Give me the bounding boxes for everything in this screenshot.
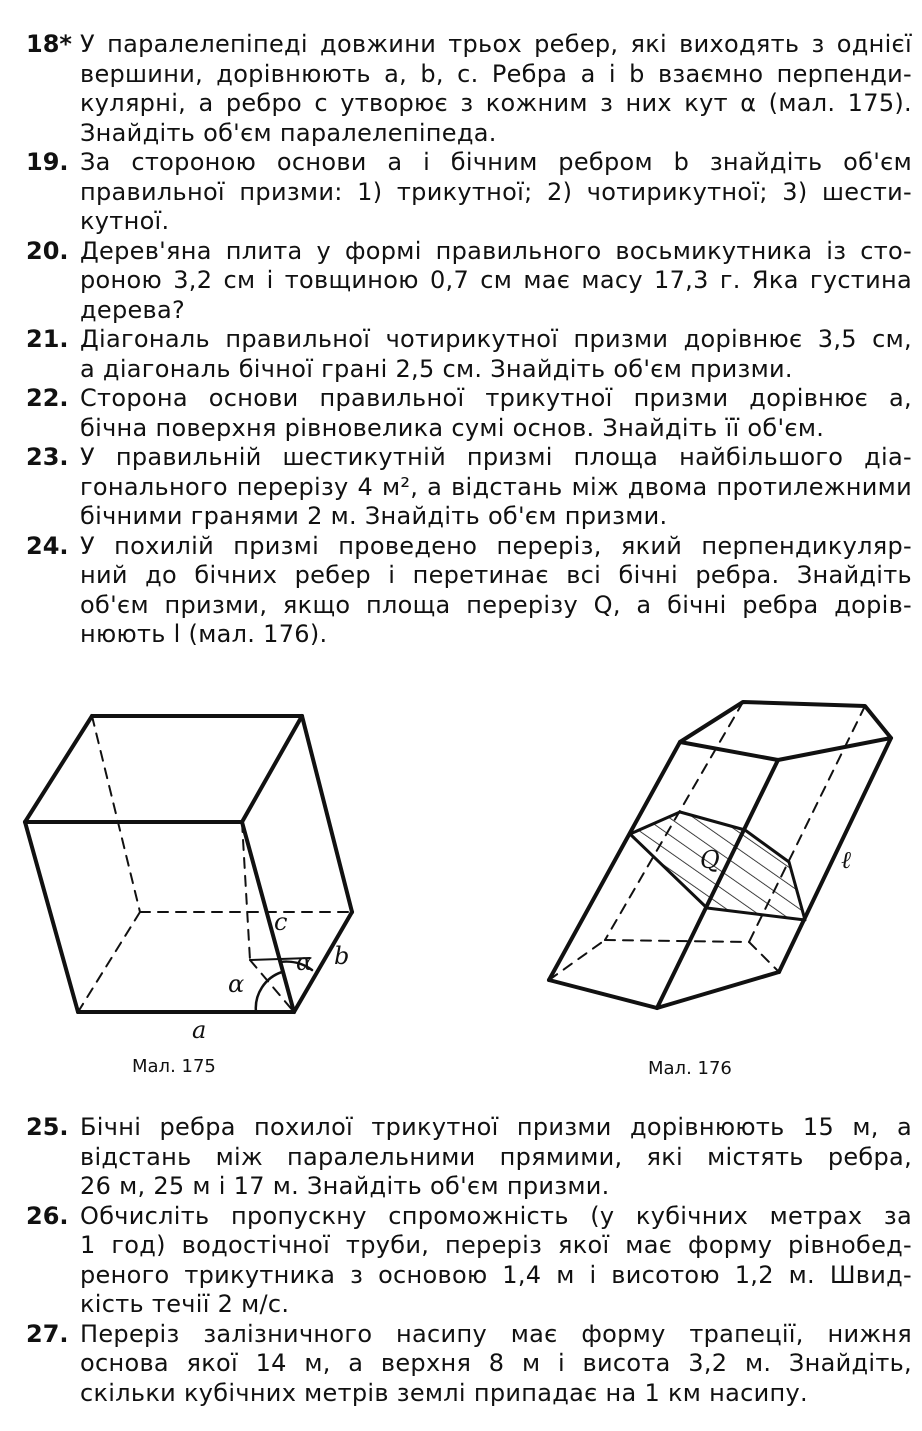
problem-text-line: вершини, дорівнюють a, b, c. Ребра a і b взаємно перпенди- [80, 59, 912, 88]
problem-number: 27. [26, 1319, 69, 1348]
problem-text-line: Знайдіть об'єм паралелепіпеда. [80, 118, 497, 147]
problem-22 [26, 384, 912, 443]
label-alpha-2: α [296, 948, 313, 976]
problem-text-line: відстань між паралельними прямими, які містять ребра, [80, 1142, 912, 1171]
problem-text-line: Переріз залізничного насипу має форму трапеції, нижня [80, 1319, 912, 1348]
caption-figure-175: Мал. 175 [132, 1056, 216, 1077]
problem-24 [26, 532, 912, 650]
bottom-edge-front-right [657, 972, 779, 1008]
hidden-edge-back-left [92, 716, 140, 912]
hidden-edge-bottom-left [78, 912, 140, 1012]
figure-175 [20, 700, 365, 1045]
problem-text-line: бічна поверхня рівновелика сумі основ. Знайдіть її об'єм. [80, 413, 825, 442]
problem-text-line: У правильній шестикутній призмі площа найбільшого діа- [80, 443, 912, 471]
problem-text-line: бічними гранями 2 м. Знайдіть об'єм призми. [80, 502, 668, 530]
edge-left-front [25, 822, 78, 1012]
label-l: ℓ [841, 846, 851, 874]
problem-number: 21. [26, 325, 69, 353]
problem-text-line: Діагональ правильної чотирикутної призми дорівнює 3,5 см, [80, 325, 912, 353]
figure-176 [535, 690, 900, 1020]
problem-number: 20. [26, 236, 69, 265]
hidden-bottom-edge-3 [749, 942, 779, 972]
label-q: Q [700, 846, 720, 874]
problem-text-line: основа якої 14 м, а верхня 8 м і висота 3,2 м. Знайдіть, [80, 1349, 912, 1377]
problem-text-line: кутної. [80, 207, 170, 235]
problem-23 [26, 443, 912, 532]
label-c: c [274, 908, 288, 936]
problem-text-line: кулярні, а ребро c утворює з кожним з них кут α (мал. 175). [80, 89, 912, 117]
problem-list-bottom [26, 1113, 912, 1408]
problem-21 [26, 325, 912, 384]
problem-list-top [26, 30, 912, 650]
hidden-lateral-edge-2 [749, 706, 865, 942]
problem-text-line: У похилій призмі проведено переріз, який перпендикуляр- [80, 531, 912, 560]
problem-text-line: ний до бічних ребер і перетинає всі бічні ребра. Знайдіть [80, 561, 912, 589]
problem-number: 26. [26, 1201, 69, 1230]
parallelepiped-drawing [20, 700, 365, 1045]
problem-text-line: 26 м, 25 м і 17 м. Знайдіть об'єм призми. [80, 1172, 610, 1200]
hidden-bottom-edge-1 [549, 940, 605, 980]
edge-top-right-diag [242, 716, 302, 822]
top-base [680, 702, 891, 760]
problem-text-line: об'єм призми, якщо площа перерізу Q, а бічні ребра дорів- [80, 590, 912, 619]
problem-text-line: 1 год) водостічної труби, переріз якої має форму рівнобед- [80, 1231, 912, 1259]
oblique-prism-drawing [535, 690, 900, 1020]
caption-figure-176: Мал. 176 [648, 1058, 732, 1079]
problem-text-line: У паралелепіпеді довжини трьох ребер, які виходять з однієї [80, 30, 912, 58]
problem-text-line: реного трикутника з основою 1,4 м і висотою 1,2 м. Швид- [80, 1260, 912, 1289]
problem-25 [26, 1113, 912, 1202]
problem-text-line: а діагональ бічної грані 2,5 см. Знайдіть об'єм призми. [80, 354, 793, 383]
problem-text-line: правильної призми: 1) трикутної; 2) чотирикутної; 3) шести- [80, 177, 912, 206]
problem-18 [26, 30, 912, 148]
problem-26 [26, 1202, 912, 1320]
lateral-edge-3 [779, 738, 891, 972]
problem-text-line: Сторона основи правильної трикутної призми дорівнює a, [80, 384, 912, 412]
label-a: a [192, 1016, 207, 1044]
problem-number: 23. [26, 443, 69, 471]
problem-text-line: За стороною основи a і бічним ребром b знайдіть об'єм [80, 148, 912, 176]
problem-text-line: гонального перерізу 4 м², а відстань між двома протилежними [80, 472, 912, 501]
problem-text-line: нюють l (мал. 176). [80, 620, 328, 648]
problem-19 [26, 148, 912, 237]
problem-20 [26, 237, 912, 326]
edge-right-back [302, 716, 352, 912]
problem-text-line: скільки кубічних метрів землі припадає на 1 км насипу. [80, 1378, 808, 1407]
problem-number: 24. [26, 531, 69, 560]
problem-number: 19. [26, 148, 69, 176]
problem-27 [26, 1320, 912, 1409]
problem-text-line: дерева? [80, 295, 186, 324]
problem-text-line: Бічні ребра похилої трикутної призми дорівнюють 15 м, а [80, 1113, 912, 1141]
problem-text-line: Обчисліть пропускну спроможність (у кубічних метрах за [80, 1201, 912, 1230]
problem-number: 22. [26, 384, 69, 412]
problem-number: 18* [26, 30, 72, 58]
label-alpha-1: α [228, 970, 245, 998]
problem-text-line: кість течії 2 м/с. [80, 1290, 290, 1318]
edge-top-left [25, 716, 92, 822]
label-b: b [334, 942, 350, 970]
bottom-edge-front-left [549, 980, 657, 1008]
problem-number: 25. [26, 1113, 69, 1141]
problem-text-line: роною 3,2 см і товщиною 0,7 см має масу 17,3 г. Яка густина [80, 266, 912, 294]
problem-text-line: Дерев'яна плита у формі правильного восьмикутника із сто- [80, 236, 912, 265]
hidden-bottom-edge-2 [605, 940, 749, 942]
